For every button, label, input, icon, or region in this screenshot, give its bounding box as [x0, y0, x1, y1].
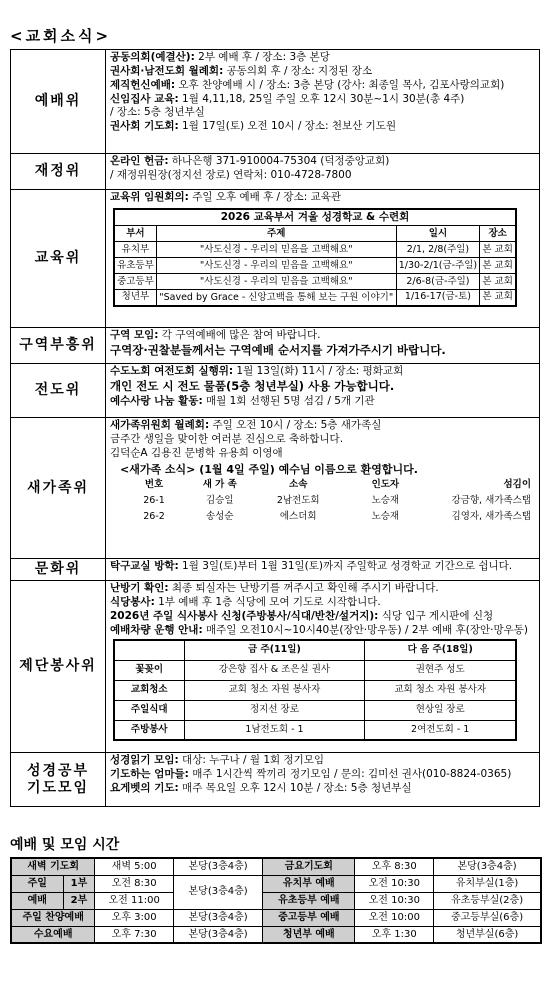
newfamily-table — [122, 477, 535, 525]
table-row — [114, 258, 516, 274]
schedule-time: 오전 10:30 — [355, 892, 434, 909]
info-line — [110, 65, 535, 79]
schedule-place: 본당(3층4층) — [434, 858, 541, 875]
schedule-row — [11, 875, 541, 892]
section-culture — [11, 559, 540, 581]
schedule-label: 수요예배 — [11, 926, 95, 943]
text: 김덕순A 김용진 문병학 유용희 이영애 — [110, 446, 283, 459]
table-row — [114, 660, 516, 680]
section-body — [106, 50, 540, 154]
section-body — [106, 154, 540, 190]
schedule-sub: 2부 — [63, 892, 95, 909]
info-line — [110, 51, 535, 65]
table-cell: 유치부 — [114, 242, 156, 258]
table-cell: 강금향, 새가족스탭 — [451, 494, 531, 506]
text: 1월 13일(화) 11시 / 장소: 평화교회 — [233, 365, 404, 377]
schedule-label: 예배 — [11, 892, 63, 909]
section-label: 전도위 — [11, 364, 106, 418]
table-header — [114, 640, 184, 660]
schedule-time: 오후 3:00 — [95, 909, 174, 926]
schedule-label: 새벽 기도회 — [11, 858, 95, 875]
table-row — [114, 680, 516, 700]
info-line — [110, 106, 535, 120]
section-body — [106, 753, 540, 807]
table-cell: 송성순 — [206, 510, 234, 522]
info-line — [110, 582, 535, 596]
schedule-label: 청년부 예배 — [263, 926, 355, 943]
info-line — [110, 155, 535, 169]
text: 구역장·권찰분들께서는 구역예배 순서지를 가져가주시기 바랍니다. — [110, 342, 446, 357]
table-cell: 노승재 — [371, 510, 400, 522]
text: 매주 목요일 오후 12시 10분 / 장소: 5층 청년부실 — [178, 781, 412, 794]
bold-text: 권사회 기도회: — [110, 120, 179, 133]
schedule-place: 유초등부실(2층) — [434, 892, 541, 909]
text: 매월 1회 선행된 5명 섬김 / 5개 기관 — [202, 394, 375, 407]
table-row — [122, 493, 535, 509]
page-title: <교회소식> — [10, 27, 112, 45]
schedule-time: 오후 7:30 — [95, 926, 174, 943]
table-header: 주제 — [156, 226, 396, 242]
info-line — [110, 754, 535, 768]
table-cell: "사도신경 - 우리의 믿음을 고백해요" — [156, 242, 396, 258]
section-label: 성경공부 기도모임 — [11, 753, 106, 807]
info-line — [110, 419, 535, 433]
bold-text: 예배차량 운행 안내: — [110, 623, 203, 636]
table-cell: 강은향 집사 & 조은실 권사 — [184, 660, 365, 680]
schedule-label: 금요기도회 — [263, 858, 355, 875]
info-line — [110, 79, 535, 93]
bold-text: 기도하는 엄마들: — [110, 767, 189, 780]
info-line — [110, 782, 535, 796]
table-cell: 교회 청소 자원 봉사자 — [184, 680, 365, 700]
table-cell: 교회청소 — [114, 680, 184, 700]
section-label: 구역부흥위 — [11, 328, 106, 364]
schedule-label: 유치부 예배 — [263, 875, 355, 892]
table-cell: "사도신경 - 우리의 믿음을 고백해요" — [156, 258, 396, 274]
table-header: 다 음 주(18일) — [365, 640, 516, 660]
schedule-time: 새벽 5:00 — [95, 858, 174, 875]
section-body — [106, 364, 540, 418]
section-education — [11, 190, 540, 328]
section-label: 재정위 — [11, 154, 106, 190]
section-label: 제단봉사위 — [11, 581, 106, 753]
schedule-row — [11, 926, 541, 943]
table-row — [114, 290, 516, 306]
text: / 재정위원장(정지선 장로) 연락처: 010-4728-7800 — [110, 168, 352, 181]
table-caption: 2026 교육부서 겨울 성경학교 & 수련회 — [114, 209, 516, 226]
table-row — [122, 509, 535, 525]
bold-text: 2026년 주일 식사봉사 신청(주방봉사/식대/반찬/설거지): — [110, 609, 379, 622]
schedule-place: 중고등부실(6층) — [434, 909, 541, 926]
winter-school-table — [113, 208, 517, 307]
schedule-row — [11, 909, 541, 926]
text: 식당 입구 게시판에 신청 — [378, 609, 494, 622]
bold-text: 난방기 확인: — [110, 582, 169, 594]
table-cell: 2남전도회 — [276, 494, 320, 506]
bold-text: 새가족위원회 월례회: — [110, 419, 210, 431]
section-label: 예배위 — [11, 50, 106, 154]
section-newfamily — [11, 418, 540, 559]
table-cell: 현상일 장로 — [365, 700, 516, 720]
table-header: 일시 — [396, 226, 480, 242]
table-cell: 본 교회 — [480, 242, 516, 258]
text: 1월 4,11,18, 25일 주일 오후 12시 30분~1시 30분(총 4주) — [178, 92, 465, 105]
schedule-label: 주일 찬양예배 — [11, 909, 95, 926]
table-row — [114, 720, 516, 740]
table-header: 새 가 족 — [202, 478, 237, 490]
table-cell: 26-2 — [143, 510, 165, 522]
info-line — [110, 395, 535, 409]
schedule-place: 본당(3층4층) — [173, 875, 262, 909]
table-cell: 김영자, 새가족스탭 — [451, 510, 531, 522]
table-cell: 2/1, 2/8(주일) — [396, 242, 480, 258]
table-cell: 주방봉사 — [114, 720, 184, 740]
table-cell: 2/6-8(금-주일) — [396, 274, 480, 290]
bold-text: 예수사랑 나눔 활동: — [110, 394, 203, 407]
schedule-time: 오후 1:30 — [355, 926, 434, 943]
table-cell: 2여전도회 - 1 — [365, 720, 516, 740]
table-cell: 1/30-2/1(금-주일) — [396, 258, 480, 274]
info-line — [110, 169, 535, 183]
table-cell: "Saved by Grace - 신앙고백을 통해 보는 구원 이야기" — [156, 290, 396, 306]
schedule-row — [11, 858, 541, 875]
bold-text: 온라인 헌금: — [110, 155, 169, 167]
info-line — [110, 447, 535, 461]
table-cell: 에스더회 — [279, 510, 317, 522]
bold-text: 구역 모임: — [110, 329, 159, 341]
section-body — [106, 559, 540, 581]
bold-text: 공동의회(예결산): — [110, 51, 195, 63]
bold-text: 성경읽기 모임: — [110, 754, 179, 766]
section-worship — [11, 50, 540, 154]
table-cell: 본 교회 — [480, 274, 516, 290]
table-cell: 1/16-17(금-토) — [396, 290, 480, 306]
text: 1월 3일(토)부터 1월 31일(토)까지 주일학교 성경학교 기간으로 쉽니다. — [178, 560, 513, 572]
table-cell: 교회 청소 자원 봉사자 — [365, 680, 516, 700]
table-cell: 본 교회 — [480, 258, 516, 274]
schedule-time: 오전 10:30 — [355, 875, 434, 892]
schedule-label: 주일 — [11, 875, 63, 892]
schedule-label: 유초등부 예배 — [263, 892, 355, 909]
bold-text: 권사회·남전도회 월례회: — [110, 64, 224, 77]
schedule-time: 오전 11:00 — [95, 892, 174, 909]
table-cell: 정지선 장로 — [184, 700, 365, 720]
table-cell: 26-1 — [143, 494, 165, 506]
text: 1월 17일(토) 오전 10시 / 장소: 천보산 기도원 — [178, 120, 397, 133]
table-cell: 김승일 — [206, 494, 234, 506]
church-news-table — [10, 49, 540, 807]
schedule-place: 본당(3층4층) — [173, 926, 262, 943]
section-body — [106, 581, 540, 753]
bold-text: 신임집사 교육: — [110, 92, 179, 105]
section-body — [106, 418, 540, 559]
schedule-place: 유치부실(1층) — [434, 875, 541, 892]
section-label: 문화위 — [11, 559, 106, 581]
table-cell: 청년부 — [114, 290, 156, 306]
text: 1부 예배 후 1층 식당에 모여 기도로 시작합니다. — [154, 595, 381, 608]
text: 오후 찬양예배 시 / 장소: 3층 본당 (강사: 최종일 목사, 김포사랑의교회) — [175, 78, 505, 91]
text: 하나은행 371-910004-75304 (덕정중앙교회) — [168, 155, 390, 167]
bold-text: 제직헌신예배: — [110, 78, 176, 91]
section-body — [106, 328, 540, 364]
bold-text: 수도노회 여전도회 실행위: — [110, 365, 234, 377]
schedule-place: 본당(3층4층) — [173, 909, 262, 926]
info-line — [110, 93, 535, 107]
info-line — [110, 365, 535, 379]
section-evangelism — [11, 364, 540, 418]
table-header: 소속 — [289, 478, 308, 490]
schedule-sub: 1부 — [63, 875, 95, 892]
table-cell: 유초등부 — [114, 258, 156, 274]
text: 각 구역예배에 많은 참여 바랍니다. — [158, 329, 321, 341]
info-line — [110, 610, 535, 624]
info-line — [110, 624, 535, 638]
bold-text: 교육위 임원회의: — [110, 191, 189, 203]
service-table — [113, 639, 517, 741]
table-cell: 주일식대 — [114, 700, 184, 720]
schedule-label: 중고등부 예배 — [263, 909, 355, 926]
bold-text: 식당봉사: — [110, 595, 155, 608]
text: 대상: 누구나 / 월 1회 정기모임 — [178, 754, 325, 766]
text: 개인 전도 시 전도 물품(5층 청년부실) 사용 가능합니다. — [110, 378, 395, 393]
info-line — [110, 120, 535, 134]
text: 매주 1시간씩 짝끼리 정기모임 / 문의: 김미선 권사(010-8824-0365) — [188, 767, 512, 780]
schedule-time: 오전 8:30 — [95, 875, 174, 892]
section-label: 새가족위 — [11, 418, 106, 559]
text: 매주일 오전10시~10시40분(장안·망우동) / 2부 예배 후(장안·망우동) — [202, 623, 528, 636]
section-body — [106, 190, 540, 328]
table-header: 섬김이 — [503, 478, 531, 490]
table-cell: 중고등부 — [114, 274, 156, 290]
table-row — [114, 700, 516, 720]
text: / 장소: 5층 청년부실 — [110, 106, 205, 119]
schedule-place: 청년부실(6층) — [434, 926, 541, 943]
bold-text: 탁구교실 방학: — [110, 560, 179, 572]
text: 공동의회 후 / 장소: 지정된 장소 — [223, 64, 373, 77]
table-row — [114, 274, 516, 290]
schedule-table — [10, 857, 542, 944]
schedule-time: 오후 8:30 — [355, 858, 434, 875]
info-line — [110, 343, 535, 359]
info-line — [110, 433, 535, 447]
table-row — [114, 242, 516, 258]
info-line — [110, 768, 535, 782]
text: 주일 오후 예배 후 / 장소: 교육관 — [188, 191, 342, 203]
table-cell: 노승재 — [371, 494, 400, 506]
table-header: 부서 — [114, 226, 156, 242]
section-district — [11, 328, 540, 364]
table-cell: 권현주 성도 — [365, 660, 516, 680]
table-cell: "사도신경 - 우리의 믿음을 고백해요" — [156, 274, 396, 290]
section-bible — [11, 753, 540, 807]
info-line — [110, 560, 535, 574]
section-label: 교육위 — [11, 190, 106, 328]
section-finance — [11, 154, 540, 190]
info-line — [110, 379, 535, 395]
schedule-title: 예배 및 모임 시간 — [10, 837, 120, 853]
text: 최종 퇴실자는 난방기를 꺼주시고 확인해 주시기 바랍니다. — [168, 582, 439, 594]
table-header: 번호 — [144, 478, 164, 490]
schedule-place: 본당(3층4층) — [173, 858, 262, 875]
text: 2부 예배 후 / 장소: 3층 본당 — [194, 51, 330, 63]
text: 금주간 생일을 맞이한 여러분 진심으로 축하합니다. — [110, 432, 344, 445]
table-header: 인도자 — [371, 478, 400, 490]
table-cell: 1남전도회 - 1 — [184, 720, 365, 740]
newfamily-header: <새가족 소식> (1월 4일 주일) 예수님 이름으로 환영합니다. — [120, 462, 418, 476]
table-header: 장소 — [480, 226, 516, 242]
info-line — [110, 596, 535, 610]
table-header: 금 주(11일) — [184, 640, 365, 660]
info-line — [110, 329, 535, 343]
bold-text: 요게벳의 기도: — [110, 781, 179, 794]
section-service — [11, 581, 540, 753]
schedule-time: 오전 10:00 — [355, 909, 434, 926]
text: 주일 오전 10시 / 장소: 5층 새가족실 — [209, 419, 382, 431]
schedule-row — [11, 892, 541, 909]
table-cell: 꽃꽂이 — [114, 660, 184, 680]
table-cell: 본 교회 — [480, 290, 516, 306]
